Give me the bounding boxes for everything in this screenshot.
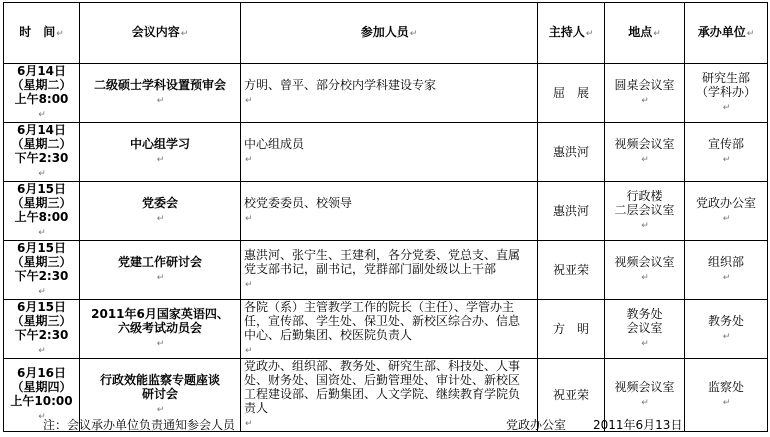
- meeting-time-line: （星期三）: [11, 196, 72, 210]
- meeting-host-name: 惠洪河: [552, 204, 589, 218]
- meeting-attendees: 党政办、组织部、教务处、研究生部、科技处、人事 处、财务处、国资处、后勤管理处、审计处、新校区 工程建设部、后勤集团、人文学院、继续教育学院负 责人 ↵: [241, 359, 538, 432]
- meeting-attendees-line: 方明、曾平、部分校内学科建设专家: [244, 78, 437, 92]
- meeting-time-line: 上午8:00: [14, 210, 69, 224]
- meeting-attendees-line: 中心、后勤集团、校医院负责人: [244, 328, 413, 342]
- meeting-topic-line: 六级考试动员会: [117, 321, 202, 335]
- footer: [0, 417, 770, 435]
- meeting-organizer: 监察处 ↵: [685, 359, 768, 432]
- meeting-place-line: 行政楼: [626, 189, 663, 203]
- meeting-time-line: （星期三）: [11, 255, 72, 269]
- meeting-host-name: 惠洪河: [552, 145, 589, 159]
- meeting-place: 教务处 会议室 ↵: [605, 300, 685, 359]
- meeting-time: 6月15日 （星期三） 上午8:00 ↵: [4, 182, 80, 241]
- meeting-attendees-line: 责人: [244, 401, 269, 415]
- meeting-organizer: 党政办公室 ↵: [685, 182, 768, 241]
- meeting-topic-line: 研讨会: [141, 387, 178, 401]
- meeting-organizer: 教务处 ↵: [685, 300, 768, 359]
- header-time: 时 间↵: [4, 3, 80, 64]
- meeting-organizer-line: 监察处: [707, 380, 744, 394]
- table-row: [4, 123, 768, 182]
- meeting-time-line: 下午2:30: [14, 328, 69, 342]
- meeting-organizer: 研究生部 （学科办） ↵: [685, 64, 768, 123]
- header-place: 地点↵: [605, 3, 685, 64]
- meeting-time-line: 上午8:00: [14, 92, 69, 106]
- meeting-time: 6月14日 （星期二） 下午2:30 ↵: [4, 123, 80, 182]
- table-row: [4, 182, 768, 241]
- meeting-place-line: 圆桌会议室: [614, 78, 675, 92]
- header-org: 承办单位↵: [685, 3, 768, 64]
- meeting-time-line: （星期三）: [11, 314, 72, 328]
- footer-note: 注：会议承办单位负责通知参会人员: [43, 418, 236, 432]
- meeting-topic: 2011年6月国家英语四、 六级考试动员会 ↵: [80, 300, 241, 359]
- footer-date: 2011年6月13日: [593, 418, 683, 432]
- meeting-attendees-line: 处、财务处、国资处、后勤管理处、审计处、新校区: [244, 373, 521, 387]
- meeting-place-line: 视频会议室: [614, 137, 675, 151]
- meeting-place: 圆桌会议室 ↵: [605, 64, 685, 123]
- footer-issuer: 党政办公室: [506, 418, 567, 432]
- meeting-topic: 中心组学习 ↵: [80, 123, 241, 182]
- meeting-time-line: 6月15日: [16, 182, 67, 196]
- meeting-attendees-line: 任，宣传部、学生处、保卫处、新校区综合办、信息: [244, 314, 521, 328]
- meeting-place-line: 教务处: [626, 307, 663, 321]
- header-topic: 会议内容↵: [80, 3, 241, 64]
- meeting-place-line: 视频会议室: [614, 380, 675, 394]
- meeting-attendees: 方明、曾平、部分校内学科建设专家 ↵: [241, 64, 538, 123]
- header-attendees: 参加人员↵: [241, 3, 538, 64]
- meeting-place-line: 二层会议室: [614, 203, 675, 217]
- meeting-topic-line: 二级硕士学科设置预审会: [93, 78, 226, 92]
- meeting-topic-line: 党委会: [141, 196, 178, 210]
- table-row: [4, 64, 768, 123]
- meeting-topic: 党委会 ↵: [80, 182, 241, 241]
- meeting-host-name: 方 明: [552, 322, 589, 336]
- meeting-organizer: 宣传部 ↵: [685, 123, 768, 182]
- meeting-attendees-line: 工程建设部、后勤集团、人文学院、继续教育学院负: [244, 387, 521, 401]
- meeting-place-line: 视频会议室: [614, 255, 675, 269]
- meeting-organizer-line: （学科办）: [695, 85, 756, 99]
- meeting-topic-line: 行政效能监察专题座谈: [99, 373, 220, 387]
- meeting-place: 视频会议室 ↵: [605, 123, 685, 182]
- meeting-time-line: （星期二）: [11, 78, 72, 92]
- meeting-host-name: 祝亚荣: [552, 263, 589, 277]
- meeting-time: 6月15日 （星期三） 下午2:30 ↵: [4, 241, 80, 300]
- meeting-topic: 二级硕士学科设置预审会 ↵: [80, 64, 241, 123]
- meeting-time: 6月14日 （星期二） 上午8:00 ↵: [4, 64, 80, 123]
- meeting-organizer-line: 党政办公室: [695, 196, 756, 210]
- meeting-time-line: 6月16日: [16, 366, 67, 380]
- meeting-attendees: 惠洪河、张宁生、王建利，各分党委、党总支、直属 党支部书记，副书记，党群部门副处级以上干部 ↵: [241, 241, 538, 300]
- header-host: 主持人↵: [538, 3, 605, 64]
- meeting-time-line: （星期二）: [11, 137, 72, 151]
- meeting-place: 视频会议室 ↵: [605, 359, 685, 432]
- meeting-place: 行政楼 二层会议室 ↵: [605, 182, 685, 241]
- meeting-organizer-line: 教务处: [707, 314, 744, 328]
- meeting-organizer: 组织部 ↵: [685, 241, 768, 300]
- meeting-host-name: 祝亚荣: [552, 388, 589, 402]
- meeting-time-line: 下午2:30: [14, 151, 69, 165]
- meeting-host: [538, 182, 605, 241]
- meeting-attendees-line: 校党委委员、校领导: [244, 196, 353, 210]
- meeting-topic-line: 党建工作研讨会: [117, 255, 202, 269]
- meeting-time-line: 上午10:00: [10, 394, 73, 408]
- meeting-time: 6月16日 （星期四） 上午10:00 ↵: [4, 359, 80, 432]
- meeting-topic: 党建工作研讨会 ↵: [80, 241, 241, 300]
- meeting-host: [538, 241, 605, 300]
- table-row: [4, 300, 768, 359]
- meeting-time-line: （星期四）: [11, 380, 72, 394]
- meeting-place: 视频会议室 ↵: [605, 241, 685, 300]
- header-row: [4, 3, 768, 64]
- meeting-host: [538, 64, 605, 123]
- meeting-topic-line: 2011年6月国家英语四、: [91, 307, 229, 321]
- meeting-schedule-table: [3, 2, 768, 432]
- meeting-organizer-line: 宣传部: [707, 137, 744, 151]
- meeting-time-line: 下午2:30: [14, 269, 69, 283]
- meeting-organizer-line: 研究生部: [701, 71, 750, 85]
- meeting-organizer-line: 组织部: [707, 255, 744, 269]
- meeting-time-line: 6月14日: [16, 123, 67, 137]
- meeting-attendees: 各院（系）主管教学工作的院长（主任）、学管办主 任，宣传部、学生处、保卫处、新校区综合办、信息 中心、后勤集团、校医院负责人 ↵: [241, 300, 538, 359]
- meeting-host: [538, 300, 605, 359]
- meeting-attendees: 校党委委员、校领导 ↵: [241, 182, 538, 241]
- meeting-attendees-line: 党政办、组织部、教务处、研究生部、科技处、人事: [244, 359, 521, 373]
- meeting-attendees-line: 中心组成员: [244, 137, 305, 151]
- meeting-time-line: 6月15日: [16, 300, 67, 314]
- meeting-attendees-line: 各院（系）主管教学工作的院长（主任）、学管办主: [244, 300, 515, 314]
- meeting-attendees: 中心组成员 ↵: [241, 123, 538, 182]
- meeting-host: [538, 123, 605, 182]
- meeting-time-line: 6月14日: [16, 64, 67, 78]
- meeting-topic-line: 中心组学习: [129, 137, 190, 151]
- table-row: [4, 241, 768, 300]
- meeting-attendees-line: 党支部书记，副书记，党群部门副处级以上干部: [244, 262, 497, 276]
- meeting-time-line: 6月15日: [16, 241, 67, 255]
- meeting-time: 6月15日 （星期三） 下午2:30 ↵: [4, 300, 80, 359]
- meeting-topic: 行政效能监察专题座谈 研讨会 ↵: [80, 359, 241, 432]
- meeting-attendees-line: 惠洪河、张宁生、王建利，各分党委、党总支、直属: [244, 248, 521, 262]
- meeting-place-line: 会议室: [626, 321, 663, 335]
- meeting-host-name: 屈 展: [552, 86, 589, 100]
